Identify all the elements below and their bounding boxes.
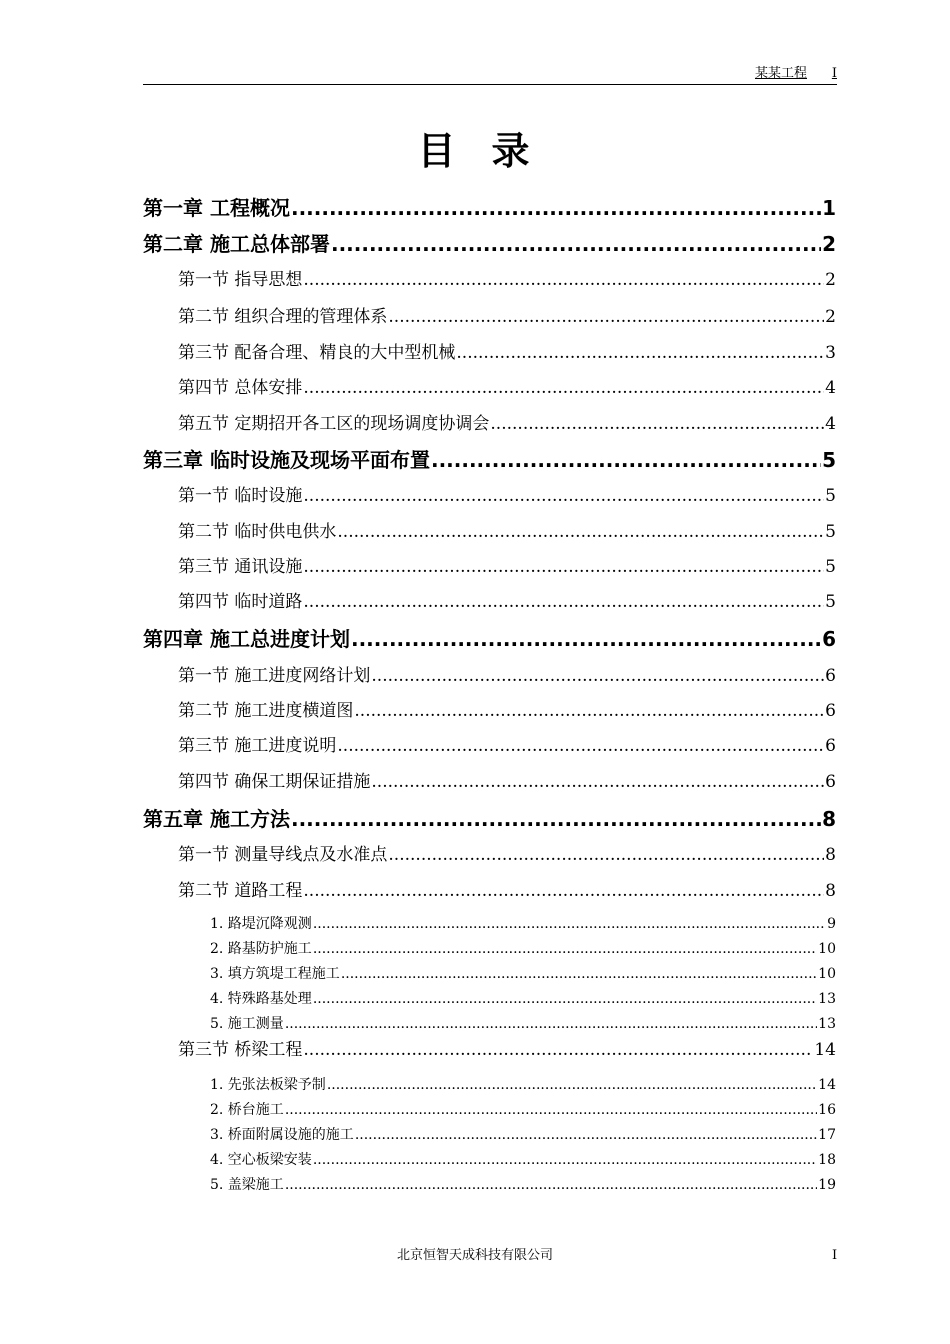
toc-entry-item: [210, 1015, 836, 1033]
footer-company: 北京恒智天成科技有限公司: [396, 1248, 553, 1263]
toc-entry-label: 3. 填方筑堤工程施工: [210, 966, 340, 982]
toc-entry-section: [178, 342, 836, 364]
toc-entry-page: 6: [825, 736, 836, 756]
toc-entry-label: 第四章 施工总进度计划: [143, 627, 350, 651]
toc-leader-dots: [291, 196, 821, 220]
toc-entry-chapter: [143, 448, 836, 472]
toc-entry-label: 第五节 定期招开各工区的现场调度协调会: [178, 414, 490, 434]
toc-leader-dots: [313, 1151, 817, 1169]
toc-entry-page: 10: [818, 941, 836, 957]
toc-leader-dots: [285, 1015, 817, 1033]
toc-entry-page: 9: [827, 916, 836, 932]
toc-entry-section: [178, 844, 836, 866]
toc-entry-label: 5. 盖梁施工: [210, 1177, 284, 1193]
toc-leader-dots: [303, 556, 824, 578]
toc-entry-label: 第三节 通讯设施: [178, 557, 303, 577]
toc-entry-section: [178, 700, 836, 722]
toc-leader-dots: [303, 1039, 813, 1061]
toc-leader-dots: [303, 377, 824, 399]
toc-entry-chapter: [143, 807, 836, 831]
toc-entry-page: 16: [818, 1102, 836, 1118]
toc-leader-dots: [313, 990, 817, 1008]
toc-leader-dots: [327, 1076, 817, 1094]
toc-leader-dots: [371, 665, 824, 687]
toc-entry-label: 第一节 测量导线点及水准点: [178, 845, 388, 865]
toc-entry-page: 14: [818, 1077, 836, 1093]
toc-entry-page: 13: [818, 991, 836, 1007]
toc-leader-dots: [313, 915, 826, 933]
toc-leader-dots: [388, 844, 824, 866]
toc-leader-dots: [313, 940, 817, 958]
toc-leader-dots: [303, 880, 824, 902]
toc-entry-label: 第一节 临时设施: [178, 486, 303, 506]
toc-entry-label: 第一节 指导思想: [178, 270, 303, 290]
toc-entry-page: 1: [822, 196, 836, 220]
toc-entry-page: 2: [822, 232, 836, 256]
toc-leader-dots: [331, 232, 821, 256]
toc-leader-dots: [490, 413, 824, 435]
toc-leader-dots: [285, 1176, 817, 1194]
toc-entry-label: 第三节 桥梁工程: [178, 1040, 303, 1060]
toc-entry-page: 13: [818, 1016, 836, 1032]
toc-entry-section: [178, 485, 836, 507]
toc-entry-item: [210, 1101, 836, 1119]
toc-entry-label: 第二节 施工进度横道图: [178, 701, 354, 721]
toc-entry-item: [210, 1151, 836, 1169]
page-title: 目录: [417, 129, 566, 173]
toc-entry-section: [178, 521, 836, 543]
toc-leader-dots: [351, 627, 821, 651]
toc-leader-dots: [337, 521, 824, 543]
toc-entry-label: 第一节 施工进度网络计划: [178, 666, 371, 686]
toc-entry-label: 第二节 道路工程: [178, 881, 303, 901]
toc-entry-section: [178, 377, 836, 399]
toc-entry-item: [210, 965, 836, 983]
toc-entry-label: 4. 特殊路基处理: [210, 991, 312, 1007]
toc-entry-section: [178, 771, 836, 793]
page-header: [143, 66, 837, 85]
toc-entry-chapter: [143, 232, 836, 256]
toc-entry-chapter: [143, 627, 836, 651]
toc-entry-item: [210, 990, 836, 1008]
toc-entry-page: 5: [825, 522, 836, 542]
toc-leader-dots: [285, 1101, 817, 1119]
toc-entry-page: 5: [825, 592, 836, 612]
toc-entry-label: 第五章 施工方法: [143, 807, 290, 831]
toc-entry-section: [178, 306, 836, 328]
toc-leader-dots: [337, 735, 824, 757]
toc-entry-page: 2: [825, 307, 836, 327]
toc-entry-label: 2. 桥台施工: [210, 1102, 284, 1118]
toc-entry-label: 第三节 配备合理、精良的大中型机械: [178, 343, 456, 363]
toc-entry-section: [178, 665, 836, 687]
toc-entry-item: [210, 1126, 836, 1144]
toc-entry-page: 5: [822, 448, 836, 472]
toc-entry-item: [210, 1176, 836, 1194]
toc-entry-label: 第四节 临时道路: [178, 592, 303, 612]
toc-entry-section: [178, 735, 836, 757]
toc-entry-page: 17: [818, 1127, 836, 1143]
toc-entry-page: 6: [825, 701, 836, 721]
toc-entry-label: 第三章 临时设施及现场平面布置: [143, 448, 430, 472]
toc-entry-label: 第一章 工程概况: [143, 196, 290, 220]
toc-entry-page: 4: [825, 414, 836, 434]
toc-leader-dots: [291, 807, 821, 831]
toc-entry-label: 第三节 施工进度说明: [178, 736, 337, 756]
toc-entry-label: 第二章 施工总体部署: [143, 232, 330, 256]
footer-page-number: I: [832, 1248, 838, 1263]
toc-entry-section: [178, 556, 836, 578]
toc-entry-section: [178, 1039, 836, 1061]
toc-leader-dots: [303, 591, 824, 613]
toc-entry-page: 14: [814, 1040, 836, 1060]
toc-entry-page: 8: [825, 845, 836, 865]
toc-entry-item: [210, 1076, 836, 1094]
toc-leader-dots: [354, 700, 824, 722]
toc-entry-page: 10: [818, 966, 836, 982]
toc-entry-label: 1. 路堤沉降观测: [210, 916, 312, 932]
toc-leader-dots: [456, 342, 824, 364]
toc-leader-dots: [303, 269, 824, 291]
toc-entry-label: 2. 路基防护施工: [210, 941, 312, 957]
toc-entry-section: [178, 591, 836, 613]
toc-leader-dots: [303, 485, 824, 507]
toc-entry-page: 8: [822, 807, 836, 831]
toc-entry-page: 5: [825, 486, 836, 506]
toc-entry-page: 2: [825, 270, 836, 290]
toc-entry-page: 5: [825, 557, 836, 577]
toc-entry-label: 1. 先张法板梁予制: [210, 1077, 326, 1093]
toc-entry-label: 第二节 组织合理的管理体系: [178, 307, 388, 327]
toc-entry-page: 8: [825, 881, 836, 901]
toc-entry-section: [178, 880, 836, 902]
toc-entry-page: 3: [825, 343, 836, 363]
toc-entry-label: 4. 空心板梁安装: [210, 1152, 312, 1168]
toc-entry-label: 第四节 确保工期保证措施: [178, 772, 371, 792]
toc-leader-dots: [388, 306, 824, 328]
toc-entry-label: 第二节 临时供电供水: [178, 522, 337, 542]
toc-entry-page: 18: [818, 1152, 836, 1168]
toc-leader-dots: [341, 965, 817, 983]
toc-entry-page: 6: [822, 627, 836, 651]
toc-entry-label: 第四节 总体安排: [178, 378, 303, 398]
header-title: 某某工程: [754, 66, 807, 81]
toc-entry-chapter: [143, 196, 836, 220]
toc-entry-page: 19: [818, 1177, 836, 1193]
toc-leader-dots: [355, 1126, 817, 1144]
toc-entry-item: [210, 915, 836, 933]
toc-entry-item: [210, 940, 836, 958]
toc-entry-page: 6: [825, 666, 836, 686]
toc-entry-section: [178, 269, 836, 291]
toc-leader-dots: [431, 448, 821, 472]
toc-entry-label: 3. 桥面附属设施的施工: [210, 1127, 354, 1143]
header-page-number: I: [831, 66, 837, 81]
toc-leader-dots: [371, 771, 824, 793]
toc-entry-section: [178, 413, 836, 435]
toc-entry-label: 5. 施工测量: [210, 1016, 284, 1032]
toc-entry-page: 4: [825, 378, 836, 398]
toc-entry-page: 6: [825, 772, 836, 792]
